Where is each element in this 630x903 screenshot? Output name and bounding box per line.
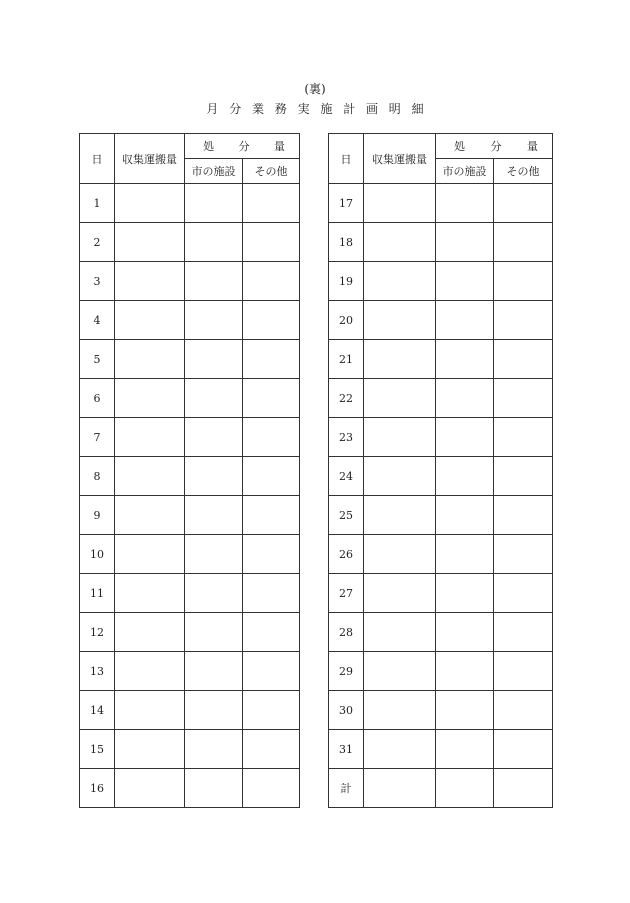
other-cell[interactable] — [494, 652, 553, 691]
city-facility-cell[interactable] — [436, 457, 494, 496]
collection-amount-cell[interactable] — [364, 574, 436, 613]
day-cell: 25 — [329, 496, 364, 535]
table-row — [329, 730, 553, 769]
other-cell[interactable] — [494, 691, 553, 730]
collection-amount-cell[interactable] — [364, 340, 436, 379]
other-cell[interactable] — [243, 769, 300, 808]
other-cell[interactable] — [243, 691, 300, 730]
table-row — [329, 691, 553, 730]
day-cell: 1 — [80, 184, 115, 223]
collection-amount-cell[interactable] — [115, 301, 185, 340]
city-facility-cell[interactable] — [185, 184, 243, 223]
table-row — [329, 574, 553, 613]
collection-amount-cell[interactable] — [364, 262, 436, 301]
header-collection-amount: 収集運搬量 — [115, 134, 185, 184]
day-cell: 15 — [80, 730, 115, 769]
other-cell[interactable] — [243, 379, 300, 418]
other-cell[interactable] — [243, 301, 300, 340]
other-cell[interactable] — [243, 652, 300, 691]
collection-amount-cell[interactable] — [115, 223, 185, 262]
collection-amount-cell[interactable] — [115, 769, 185, 808]
header-disposal-amount: 処 分 量 — [436, 134, 553, 159]
day-cell: 17 — [329, 184, 364, 223]
collection-amount-cell[interactable] — [364, 379, 436, 418]
header-collection-amount: 収集運搬量 — [364, 134, 436, 184]
table-row — [329, 379, 553, 418]
collection-amount-cell[interactable] — [115, 457, 185, 496]
day-cell: 24 — [329, 457, 364, 496]
schedule-table-left — [79, 133, 300, 808]
city-facility-cell[interactable] — [185, 691, 243, 730]
table-row — [329, 301, 553, 340]
collection-amount-cell[interactable] — [364, 652, 436, 691]
day-cell: 19 — [329, 262, 364, 301]
collection-amount-cell[interactable] — [364, 184, 436, 223]
collection-amount-cell[interactable] — [364, 613, 436, 652]
collection-amount-cell[interactable] — [115, 496, 185, 535]
city-facility-cell[interactable] — [436, 496, 494, 535]
table-row — [80, 223, 300, 262]
other-cell[interactable] — [494, 730, 553, 769]
form-title: 月分業務実施計画明細 — [206, 102, 435, 116]
day-cell: 31 — [329, 730, 364, 769]
collection-amount-cell[interactable] — [364, 301, 436, 340]
header-other: その他 — [243, 159, 300, 184]
table-row — [329, 652, 553, 691]
table-row — [329, 262, 553, 301]
other-cell[interactable] — [494, 223, 553, 262]
table-row — [80, 574, 300, 613]
collection-amount-cell[interactable] — [115, 574, 185, 613]
city-facility-cell[interactable] — [185, 574, 243, 613]
day-cell: 4 — [80, 301, 115, 340]
table-row — [80, 457, 300, 496]
table-row — [80, 691, 300, 730]
other-cell[interactable] — [243, 496, 300, 535]
table-row — [80, 613, 300, 652]
collection-amount-cell[interactable] — [364, 769, 436, 808]
table-row — [329, 223, 553, 262]
collection-amount-cell[interactable] — [364, 535, 436, 574]
city-facility-cell[interactable] — [436, 574, 494, 613]
collection-amount-cell[interactable] — [115, 613, 185, 652]
city-facility-cell[interactable] — [436, 301, 494, 340]
header-day: 日 — [80, 134, 115, 184]
collection-amount-cell[interactable] — [115, 691, 185, 730]
header-day: 日 — [329, 134, 364, 184]
day-cell: 12 — [80, 613, 115, 652]
other-cell[interactable] — [243, 457, 300, 496]
collection-amount-cell[interactable] — [115, 379, 185, 418]
collection-amount-cell[interactable] — [364, 496, 436, 535]
table-row — [80, 652, 300, 691]
other-cell[interactable] — [243, 613, 300, 652]
city-facility-cell[interactable] — [436, 535, 494, 574]
city-facility-cell[interactable] — [436, 730, 494, 769]
city-facility-cell[interactable] — [185, 652, 243, 691]
day-cell: 23 — [329, 418, 364, 457]
other-cell[interactable] — [494, 613, 553, 652]
city-facility-cell[interactable] — [436, 769, 494, 808]
day-cell: 30 — [329, 691, 364, 730]
table-row — [80, 184, 300, 223]
other-cell[interactable] — [243, 262, 300, 301]
other-cell[interactable] — [494, 535, 553, 574]
table-row — [329, 496, 553, 535]
table-row — [80, 340, 300, 379]
table-row — [80, 262, 300, 301]
day-cell: 11 — [80, 574, 115, 613]
city-facility-cell[interactable] — [185, 535, 243, 574]
collection-amount-cell[interactable] — [115, 730, 185, 769]
day-cell: 27 — [329, 574, 364, 613]
collection-amount-cell[interactable] — [364, 730, 436, 769]
table-row — [80, 769, 300, 808]
city-facility-cell[interactable] — [436, 613, 494, 652]
form-subtitle: (裏) — [304, 82, 326, 96]
city-facility-cell[interactable] — [185, 223, 243, 262]
day-cell: 18 — [329, 223, 364, 262]
header-disposal-amount: 処 分 量 — [185, 134, 300, 159]
city-facility-cell[interactable] — [436, 340, 494, 379]
city-facility-cell[interactable] — [185, 340, 243, 379]
header-other: その他 — [494, 159, 553, 184]
collection-amount-cell[interactable] — [115, 535, 185, 574]
day-cell: 16 — [80, 769, 115, 808]
city-facility-cell[interactable] — [436, 379, 494, 418]
city-facility-cell[interactable] — [185, 613, 243, 652]
city-facility-cell[interactable] — [185, 379, 243, 418]
city-facility-cell[interactable] — [436, 652, 494, 691]
city-facility-cell[interactable] — [436, 223, 494, 262]
city-facility-cell[interactable] — [185, 769, 243, 808]
day-cell: 5 — [80, 340, 115, 379]
city-facility-cell[interactable] — [185, 457, 243, 496]
city-facility-cell[interactable] — [185, 301, 243, 340]
day-cell: 9 — [80, 496, 115, 535]
table-row — [80, 535, 300, 574]
other-cell[interactable] — [243, 223, 300, 262]
city-facility-cell[interactable] — [185, 418, 243, 457]
other-cell[interactable] — [494, 418, 553, 457]
table-row — [80, 730, 300, 769]
day-cell: 13 — [80, 652, 115, 691]
other-cell[interactable] — [494, 574, 553, 613]
day-cell: 20 — [329, 301, 364, 340]
city-facility-cell[interactable] — [185, 262, 243, 301]
collection-amount-cell[interactable] — [364, 457, 436, 496]
collection-amount-cell[interactable] — [364, 223, 436, 262]
collection-amount-cell[interactable] — [115, 652, 185, 691]
collection-amount-cell[interactable] — [115, 184, 185, 223]
table-row — [329, 457, 553, 496]
day-cell: 29 — [329, 652, 364, 691]
table-row — [329, 535, 553, 574]
city-facility-cell[interactable] — [436, 184, 494, 223]
other-cell[interactable] — [494, 184, 553, 223]
day-cell: 8 — [80, 457, 115, 496]
city-facility-cell[interactable] — [436, 418, 494, 457]
schedule-table-right — [328, 133, 553, 808]
other-cell[interactable] — [243, 418, 300, 457]
collection-amount-cell[interactable] — [115, 262, 185, 301]
other-cell[interactable] — [494, 262, 553, 301]
table-row — [329, 613, 553, 652]
other-cell[interactable] — [243, 535, 300, 574]
day-cell: 21 — [329, 340, 364, 379]
city-facility-cell[interactable] — [436, 691, 494, 730]
day-cell: 14 — [80, 691, 115, 730]
day-cell: 7 — [80, 418, 115, 457]
collection-amount-cell[interactable] — [364, 418, 436, 457]
day-cell: 28 — [329, 613, 364, 652]
collection-amount-cell[interactable] — [364, 691, 436, 730]
table-row — [329, 769, 553, 808]
other-cell[interactable] — [243, 574, 300, 613]
day-cell: 26 — [329, 535, 364, 574]
header-city-facility: 市の施設 — [436, 159, 494, 184]
other-cell[interactable] — [494, 457, 553, 496]
table-row — [80, 379, 300, 418]
table-row — [329, 184, 553, 223]
table-row — [329, 340, 553, 379]
day-cell: 3 — [80, 262, 115, 301]
table-row — [80, 496, 300, 535]
day-cell: 6 — [80, 379, 115, 418]
table-row — [329, 418, 553, 457]
day-cell: 10 — [80, 535, 115, 574]
other-cell[interactable] — [494, 301, 553, 340]
collection-amount-cell[interactable] — [115, 340, 185, 379]
other-cell[interactable] — [243, 340, 300, 379]
header-city-facility: 市の施設 — [185, 159, 243, 184]
city-facility-cell[interactable] — [436, 262, 494, 301]
table-row — [80, 301, 300, 340]
other-cell[interactable] — [494, 496, 553, 535]
other-cell[interactable] — [494, 769, 553, 808]
day-cell: 22 — [329, 379, 364, 418]
other-cell[interactable] — [494, 379, 553, 418]
city-facility-cell[interactable] — [185, 496, 243, 535]
city-facility-cell[interactable] — [185, 730, 243, 769]
day-cell: 2 — [80, 223, 115, 262]
other-cell[interactable] — [243, 184, 300, 223]
collection-amount-cell[interactable] — [115, 418, 185, 457]
other-cell[interactable] — [243, 730, 300, 769]
other-cell[interactable] — [494, 340, 553, 379]
day-cell: 計 — [329, 769, 364, 808]
table-row — [80, 418, 300, 457]
